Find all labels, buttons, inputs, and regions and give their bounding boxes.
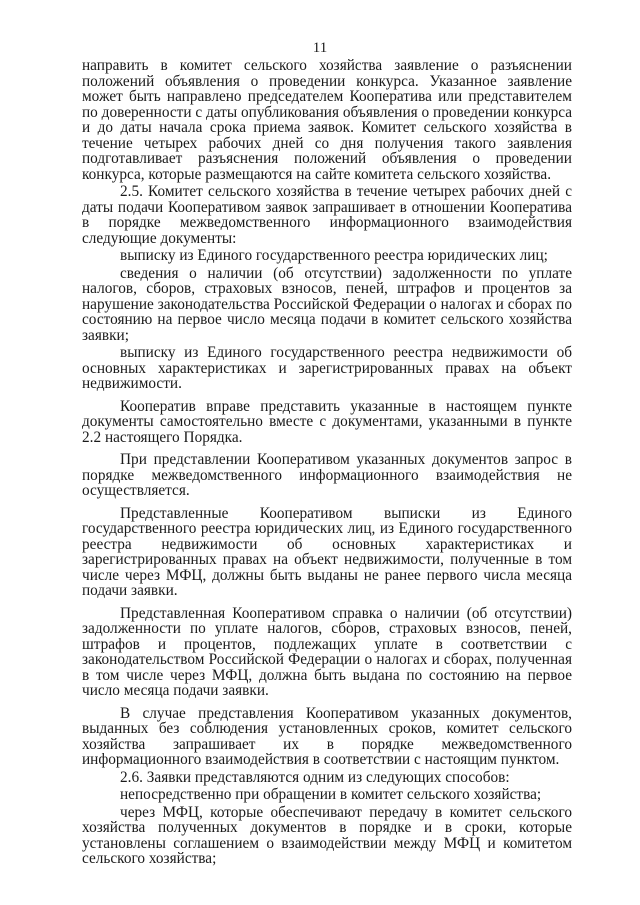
list-item-egrul-extract: выписку из Единого государственного реестра юридических лиц; [120,247,548,264]
paragraph-invalid-documents: В случае представления Кооперативом указанных документов, выданных без соблюдения установленных сроков, комитет сельского хозяйства запрашивает их в порядке межведомственного информационного взаимодействия в соответствии с настоящим пунктом. [82,704,572,768]
paragraph-2-6: 2.6. Заявки представляются одним из следующих способов: [120,768,510,786]
paragraph-certificate-validity: Представленная Кооперативом справка о наличии (об отсутствии) задолженности по уплате налогов, сборов, страховых взносов, пеней, штрафов и процентов, подлежащих уплате в соответствии с законодательством Российской Федерации о налогах и сборах, полученная в том числе через МФЦ, должна быть выдана по состоянию на первое число месяца подачи заявки. [82,604,572,699]
page-number: 11 [312,40,328,56]
paragraph-extracts-validity: Представленные Кооперативом выписки из Единого государственного реестра юридических лиц, из Единого государственного реестра недвижимости об основных характеристиках и зарегистрированных правах на объект недвижимости, полученные в том числе через МФЦ, должны быть выданы не ранее первого числа месяца подачи заявки. [82,504,572,599]
document-body [82,58,572,867]
list-item-egrn-extract: выписку из Единого государственного реестра недвижимости об основных характеристиках и зарегистрированных правах на объект недвижимости. [82,344,572,392]
paragraph-no-request: При представлении Кооперативом указанных документов запрос в порядке межведомственного информационного взаимодействия не осуществляется. [82,451,572,499]
list-item-mfc-submission: через МФЦ, которые обеспечивают передачу в комитет сельского хозяйства полученных документов в порядке и в сроки, которые установлены соглашением о взаимодействии между МФЦ и комитетом сельского хозяйства; [82,803,572,867]
paragraph-2-5: 2.5. Комитет сельского хозяйства в течение четырех рабочих дней с даты подачи Кооперативом заявок запрашивает в отношении Кооператива в порядке межведомственного информационного взаимодействия следующие документы: [82,183,572,247]
paragraph-continuation: направить в комитет сельского хозяйства заявление о разъяснении положений объявления о проведении конкурса. Указанное заявление может быть направлено председателем Кооператива или представителем по доверенности с даты опубликования объявления о проведении конкурса и до даты начала срока приема заявок. Комитет сельского хозяйства в течение четырех рабочих дней со дня получения такого заявления подготавливает разъяснения положений объявления о проведении конкурса, которые размещаются на сайте комитета сельского хозяйства. [82,57,572,183]
list-item-direct-submission: непосредственно при обращении в комитет сельского хозяйства; [120,786,542,803]
list-item-tax-debt-info: сведения о наличии (об отсутствии) задолженности по уплате налогов, сборов, страховых взносов, пеней, штрафов и процентов за нарушение законодательства Российской Федерации о налогах и сборах по состоянию на первое число месяца подачи в комитет сельского хозяйства заявки; [82,264,572,344]
paragraph-cooperative-right: Кооператив вправе представить указанные в настоящем пункте документы самостоятельно вместе с документами, указанными в пункте 2.2 настоящего Порядка. [82,397,572,446]
